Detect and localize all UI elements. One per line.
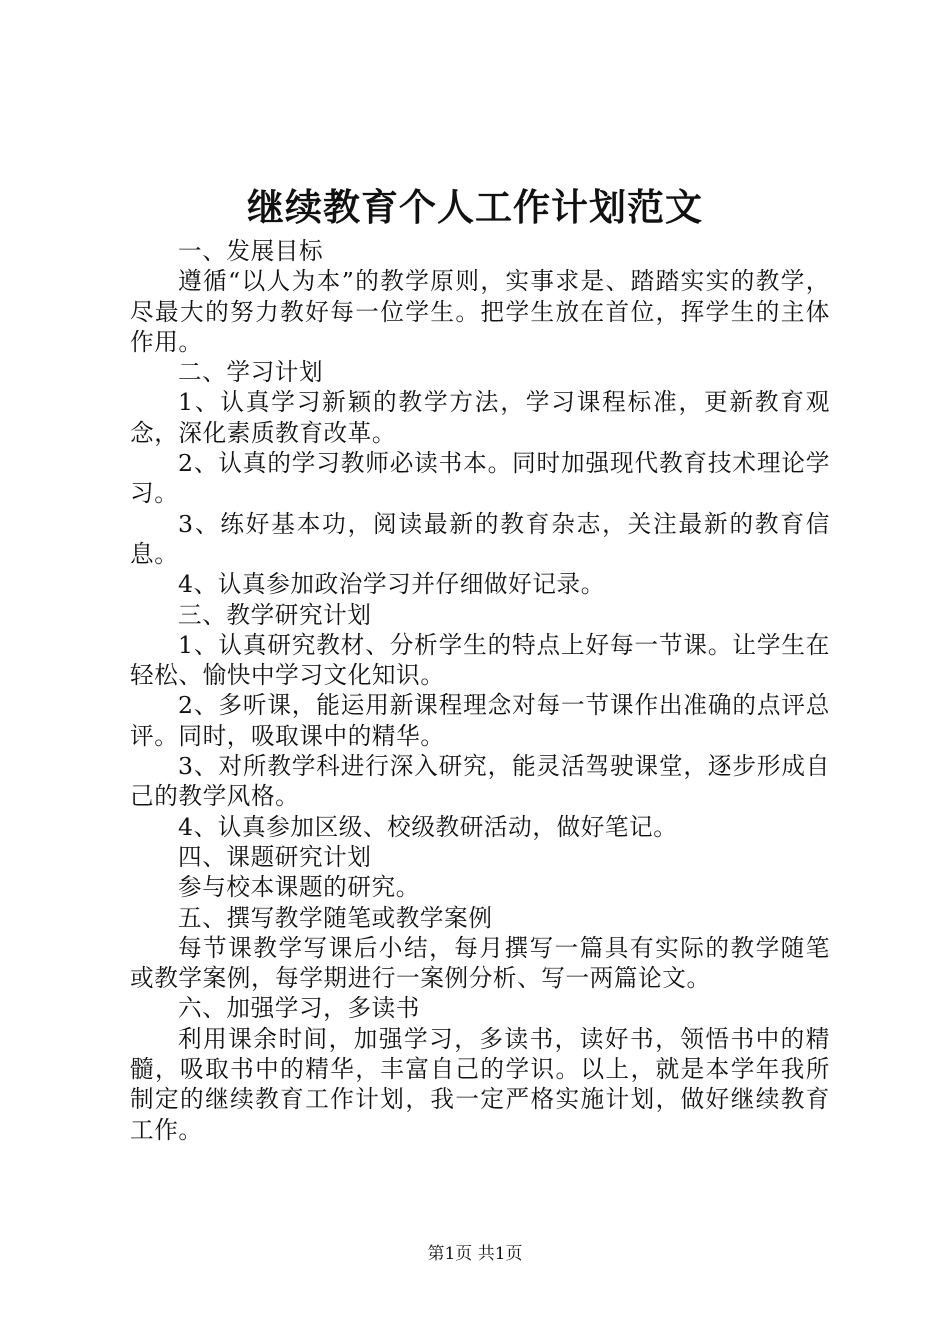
- list-item: 1、认真研究教材、分析学生的特点上好每一节课。让学生在轻松、愉快中学习文化知识。: [130, 630, 830, 690]
- list-item: 1、认真学习新颖的教学方法，学习课程标准，更新教育观念，深化素质教育改革。: [130, 388, 830, 447]
- paragraph: 参与校本课题的研究。: [178, 873, 420, 902]
- section-heading-teaching-research: 三、教学研究计划: [178, 600, 372, 629]
- list-item: 4、认真参加区级、校级教研活动，做好笔记。: [178, 812, 678, 841]
- page-footer: 第1页 共1页: [427, 1244, 523, 1264]
- paragraph: 利用课余时间，加强学习，多读书，读好书，领悟书中的精髓，吸取书中的精华，丰富自己的学识。以上，就是本学年我所制定的继续教育工作计划，我一定严格实施计划，做好继续教育工作。: [130, 1024, 830, 1144]
- section-heading-development-goal: 一、发展目标: [178, 237, 324, 265]
- section-heading-topic-research: 四、课题研究计划: [178, 842, 372, 871]
- list-item: 3、练好基本功，阅读最新的教育杂志，关注最新的教育信息。: [130, 509, 830, 568]
- list-item: 3、对所教学科进行深入研究，能灵活驾驶课堂，逐步形成自己的教学风格。: [130, 752, 830, 811]
- list-item: 4、认真参加政治学习并仔细做好记录。: [178, 570, 605, 599]
- list-item: 2、认真的学习教师必读书本。同时加强现代教育技术理论学习。: [130, 449, 830, 508]
- paragraph: 每节课教学写课后小结，每月撰写一篇具有实际的教学随笔或教学案例，每学期进行一案例分析、写一两篇论文。: [130, 933, 830, 993]
- list-item: 2、多听课，能运用新课程理念对每一节课作出准确的点评总评。同时，吸取课中的精华。: [130, 691, 830, 750]
- document-title: 继续教育个人工作计划范文: [247, 186, 703, 229]
- section-heading-study-plan: 二、学习计划: [178, 358, 324, 387]
- section-heading-writing: 五、撰写教学随笔或教学案例: [178, 903, 493, 932]
- document-body: [130, 236, 830, 1145]
- paragraph: 遵循“以人为本”的教学原则，实事求是、踏踏实实的教学，尽最大的努力教好每一位学生。把学生放在首位，挥学生的主体作用。: [130, 267, 830, 356]
- section-heading-reading: 六、加强学习，多读书: [178, 994, 420, 1023]
